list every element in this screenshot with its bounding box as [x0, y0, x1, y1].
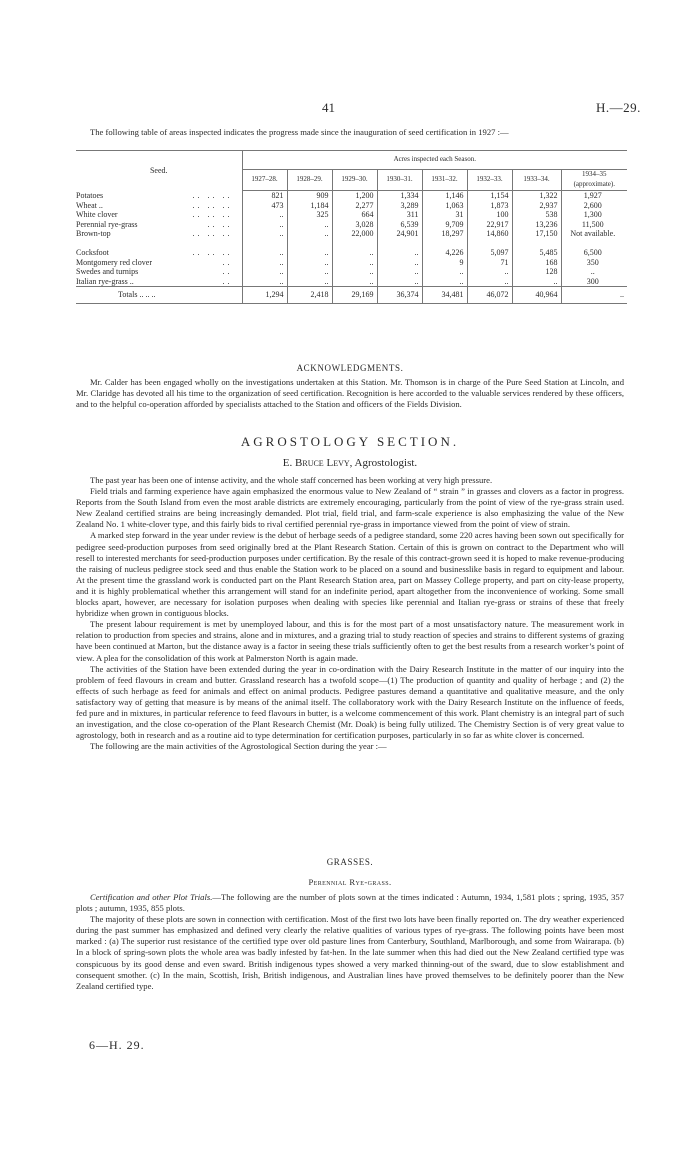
- value-cell: 538: [512, 210, 561, 220]
- value-cell: ..: [242, 248, 287, 258]
- season-header: 1928–29.: [287, 170, 332, 191]
- season-header: 1933–34.: [512, 170, 561, 191]
- value-cell: ..: [287, 248, 332, 258]
- totals-cell: 1,294: [242, 287, 287, 304]
- value-cell: 14,860: [467, 229, 512, 239]
- season-header: 1934–35 (approximate).: [561, 170, 627, 191]
- value-cell: 2,937: [512, 201, 561, 211]
- grasses-paragraph: The majority of these plots are sown in connection with certification. Most of the first two lots have been finally reported on. The dry weather experienced during the past summer has emphasized and defined very clearly the relative qualities of various types of rye-grass. The following points have been most marked : (a) The superior rust resistance of the certified type over old pasture lines from Canterbury, Southland, Marlborough, and some from Wairarapa. (b) In a block of spring-sown plots the whole area was badly infested by fat-hen. In the late summer when this had died out the New Zealand certified type was conspicuous by its good dense and even sward. British indigenous types showed a very marked thinning-out of the sward, due to slow establishment and consequent smother. (c) In the main, Scottish, Irish, British indigenous, and Australian lines have proved themselves to be definitely poorer than the New Zealand certified type.: [76, 914, 624, 991]
- value-cell: 311: [377, 210, 422, 220]
- totals-cell: 2,418: [287, 287, 332, 304]
- table-intro: The following table of areas inspected indicates the progress made since the inauguration of seed certification in 1927 :—: [90, 127, 509, 137]
- grasses-paragraph: Certification and other Plot Trials.—The following are the number of plots sown at the times indicated : Autumn, 1934, 1,581 plots ; spring, 1935, 357 plots ; autumn, 1935, 855 plots.: [76, 892, 624, 914]
- season-header: 1927–28.: [242, 170, 287, 191]
- season-header: 1932–33.: [467, 170, 512, 191]
- value-cell: 1,300: [561, 210, 627, 220]
- value-cell: ..: [377, 248, 422, 258]
- table-row: [76, 201, 627, 211]
- value-cell: ..: [242, 277, 287, 287]
- seed-name-cell: Brown-top .. .. ..: [76, 229, 233, 239]
- value-cell: 1,322: [512, 191, 561, 201]
- season-header: 1931–32.: [422, 170, 467, 191]
- value-cell: ..: [287, 229, 332, 239]
- table-row: [76, 191, 627, 201]
- value-cell: 128: [512, 267, 561, 277]
- seed-name-cell: White clover .. .. ..: [76, 210, 233, 220]
- value-cell: 4,226: [422, 248, 467, 258]
- acknowledgments-paragraph: Mr. Calder has been engaged wholly on the investigations undertaken at this Station. Mr. Thomson is in charge of the Pure Seed Station at Lincoln, and Mr. Claridge has devoted all his time to the organization of seed certification. Recognition is here accorded to the valuable services rendered by these officers, and to the helpful co-operation afforded by specialists attached to the Station and officers of the Fields Division.: [76, 377, 624, 410]
- value-cell: ..: [332, 248, 377, 258]
- value-cell: ..: [467, 267, 512, 277]
- value-cell: 1,873: [467, 201, 512, 211]
- value-cell: 1,927: [561, 191, 627, 201]
- value-cell: ..: [242, 220, 287, 230]
- table-row: [76, 258, 627, 268]
- grasses-heading: GRASSES.: [326, 857, 374, 867]
- value-cell: 9: [422, 258, 467, 268]
- value-cell: 1,184: [287, 201, 332, 211]
- value-cell: 664: [332, 210, 377, 220]
- table-row: [76, 229, 627, 239]
- seed-name-cell: Swedes and turnips ..: [76, 267, 233, 277]
- value-cell: ..: [467, 277, 512, 287]
- value-cell: 24,901: [377, 229, 422, 239]
- value-cell: 5,097: [467, 248, 512, 258]
- value-cell: ..: [377, 267, 422, 277]
- agrostology-paragraph: The past year has been one of intense activity, and the whole staff concerned has been working at very high pressure.: [90, 475, 493, 485]
- totals-cell: 40,964: [512, 287, 561, 304]
- table-body-group-1: [76, 191, 627, 248]
- value-cell: ..: [422, 277, 467, 287]
- value-cell: 3,289: [377, 201, 422, 211]
- agrostology-paragraph: The following are the main activities of the Agrostological Section during the year :—: [90, 741, 387, 752]
- value-cell: 1,200: [332, 191, 377, 201]
- totals-cell: 46,072: [467, 287, 512, 304]
- agrostology-paragraph: A marked step forward in the year under review is the debut of herbage seeds of a pedigree standard, some 220 acres having been sown out specifically for pedigree seed-production purposes from seed originally bred at the Plant Research Station. Certain of this is grown on contract to the Department who will resell to interested merchants for seed-production purposes under certification. By the resale of this contract-grown seed it is hoped to make revenue-producing the raising of nucleus pedigree stock seed and thus enable the Station work to be placed on a sound and businesslike basis in regard to equipment and labour. At the present time the grassland work is conducted part on the Plant Research Station area, part on Massey College property, and part on city-lease property, and it is highly problematical whether this arrangement will stand for an indefinite period, apart altogether from the inconvenience of working. Some small blocks apart, however, are necessary for isolation purposes when dealing with species like perennial and Italian rye-grass or strains of these that freely hybridize when grown in contiguous blocks.: [76, 530, 624, 619]
- value-cell: 350: [561, 258, 627, 268]
- value-cell: 2,277: [332, 201, 377, 211]
- agrostology-paragraph: The activities of the Station have been extended during the year in co-ordination with the Dairy Research Institute in the matter of our inquiry into the problem of feed flavours in cream and butter. Grassland research has a twofold scope—(1) The production of quantity and quality of herbage ; and (2) the effects of such herbage as feed for animals and effect on animal products. Pedigree pastures demand a quantitative and qualitative measure, and the only satisfactory way of getting that measure is by means of the animal itself. The collaboratory work with the Dairy Research Institute on the influence of feeds, fed pure and in mixtures, in particular reference to feed flavours in butter, is a welcome commencement of this work. Plant chemistry is an integral part of such an investigation, and the close co-operation of the Plant Research Chemist (Mr. Doak) is being fully utilized. The Chemistry Section is of very great value to agrostology, both in research and as a routine aid to type determination for certification purposes, particularly in so far as white clover is concerned.: [76, 663, 624, 741]
- value-cell: 13,236: [512, 220, 561, 230]
- value-cell: 31: [422, 210, 467, 220]
- value-cell: ..: [332, 267, 377, 277]
- totals-cell: 29,169: [332, 287, 377, 304]
- table-row: [76, 210, 627, 220]
- table-body-group-2: [76, 248, 627, 287]
- page-number: 41: [322, 100, 335, 115]
- value-cell: ..: [242, 229, 287, 239]
- value-cell: 22,917: [467, 220, 512, 230]
- value-cell: 9,709: [422, 220, 467, 230]
- author-line: E. Bruce Levy, Agrostologist.: [282, 457, 418, 469]
- table-row: [76, 220, 627, 230]
- table-row: [76, 248, 627, 258]
- value-cell: ..: [287, 220, 332, 230]
- totals-cell: 34,481: [422, 287, 467, 304]
- value-cell: 71: [467, 258, 512, 268]
- totals-cell: 36,374: [377, 287, 422, 304]
- acknowledgments-text: [76, 377, 624, 410]
- value-cell: 2,600: [561, 201, 627, 211]
- value-cell: ..: [287, 267, 332, 277]
- agrostology-paragraph: The present labour requirement is met by unemployed labour, and this is for the most part of a most unsatisfactory nature. The measurement work in relation to production from species and strains, alone and in mixtures, and a grazing trial to study reaction of species and strains to different systems of grazing have been continued at Marton, but the distance away is a factor in seeing these trials sufficiently often to get the best results from a research worker’s point of view. A plea for the consolidation of this work at Palmerston North is again made.: [76, 619, 624, 663]
- season-header: 1929–30.: [332, 170, 377, 191]
- acknowledgments-heading: ACKNOWLEDGMENTS.: [296, 363, 404, 373]
- value-cell: ..: [287, 258, 332, 268]
- value-cell: 100: [467, 210, 512, 220]
- value-cell: ..: [332, 277, 377, 287]
- signature-mark: 6—H. 29.: [89, 1038, 145, 1052]
- seed-name-cell: Wheat .. .. .. ..: [76, 200, 233, 210]
- grasses-text: [76, 892, 624, 992]
- perennial-rye-grass-heading: Perennial Rye-grass.: [308, 877, 392, 887]
- value-cell: 909: [287, 191, 332, 201]
- value-cell: 1,154: [467, 191, 512, 201]
- value-cell: 22,000: [332, 229, 377, 239]
- value-cell: 473: [242, 201, 287, 211]
- value-cell: ..: [242, 210, 287, 220]
- value-cell: 6,500: [561, 248, 627, 258]
- value-cell: 325: [287, 210, 332, 220]
- value-cell: 168: [512, 258, 561, 268]
- value-cell: ..: [242, 267, 287, 277]
- seed-name-cell: Cocksfoot .. .. ..: [76, 247, 233, 257]
- seed-name-cell: Italian rye-grass .. ..: [76, 276, 233, 286]
- value-cell: ..: [512, 277, 561, 287]
- value-cell: 18,297: [422, 229, 467, 239]
- value-cell: ..: [377, 277, 422, 287]
- seed-name-cell: Perennial rye-grass .. ..: [76, 219, 233, 229]
- value-cell: 1,063: [422, 201, 467, 211]
- agrostology-heading: AGROSTOLOGY SECTION.: [240, 434, 460, 449]
- value-cell: ..: [422, 267, 467, 277]
- seed-name-cell: Montgomery red clover ..: [76, 257, 233, 267]
- value-cell: Not available.: [561, 229, 627, 239]
- agrostology-text: [76, 475, 624, 752]
- value-cell: 3,028: [332, 220, 377, 230]
- value-cell: 821: [242, 191, 287, 201]
- totals-row: [76, 287, 627, 304]
- seed-name-cell: Potatoes .. .. ..: [76, 190, 233, 200]
- table-spacer-row: [76, 239, 627, 248]
- totals-label: Totals .. .. ..: [76, 287, 242, 304]
- agrostology-paragraph: Field trials and farming experience have again emphasized the enormous value to New Zealand of “ strain ” in grasses and clovers as a factor in progress. Reports from the South Island from even the most arable districts are extremely encouraging, particularly from the point of view of the rye-grass strain used. New Zealand certified strains are being increasingly demanded. Plot trial, field trial, and farm-scale experience is also emphasizing the value of the New Zealand No. 1 white-clover type, and this fairly bids to rival certified perennial rye-grass in importance viewed from the point of view of strain.: [76, 486, 624, 530]
- value-cell: ..: [287, 277, 332, 287]
- table-row: [76, 277, 627, 287]
- value-cell: ..: [561, 267, 627, 277]
- value-cell: 300: [561, 277, 627, 287]
- document-code: H.—29.: [596, 100, 641, 115]
- acres-group-header: Acres inspected each Season.: [242, 151, 627, 170]
- value-cell: ..: [332, 258, 377, 268]
- seed-column-header: Seed.: [76, 151, 242, 191]
- table-row: [76, 267, 627, 277]
- value-cell: 11,500: [561, 220, 627, 230]
- totals-cell: ..: [561, 287, 627, 304]
- areas-inspected-table: [76, 150, 627, 304]
- season-header: 1930–31.: [377, 170, 422, 191]
- value-cell: 1,334: [377, 191, 422, 201]
- value-cell: 17,150: [512, 229, 561, 239]
- value-cell: 1,146: [422, 191, 467, 201]
- value-cell: 6,539: [377, 220, 422, 230]
- value-cell: 5,485: [512, 248, 561, 258]
- value-cell: ..: [377, 258, 422, 268]
- value-cell: ..: [242, 258, 287, 268]
